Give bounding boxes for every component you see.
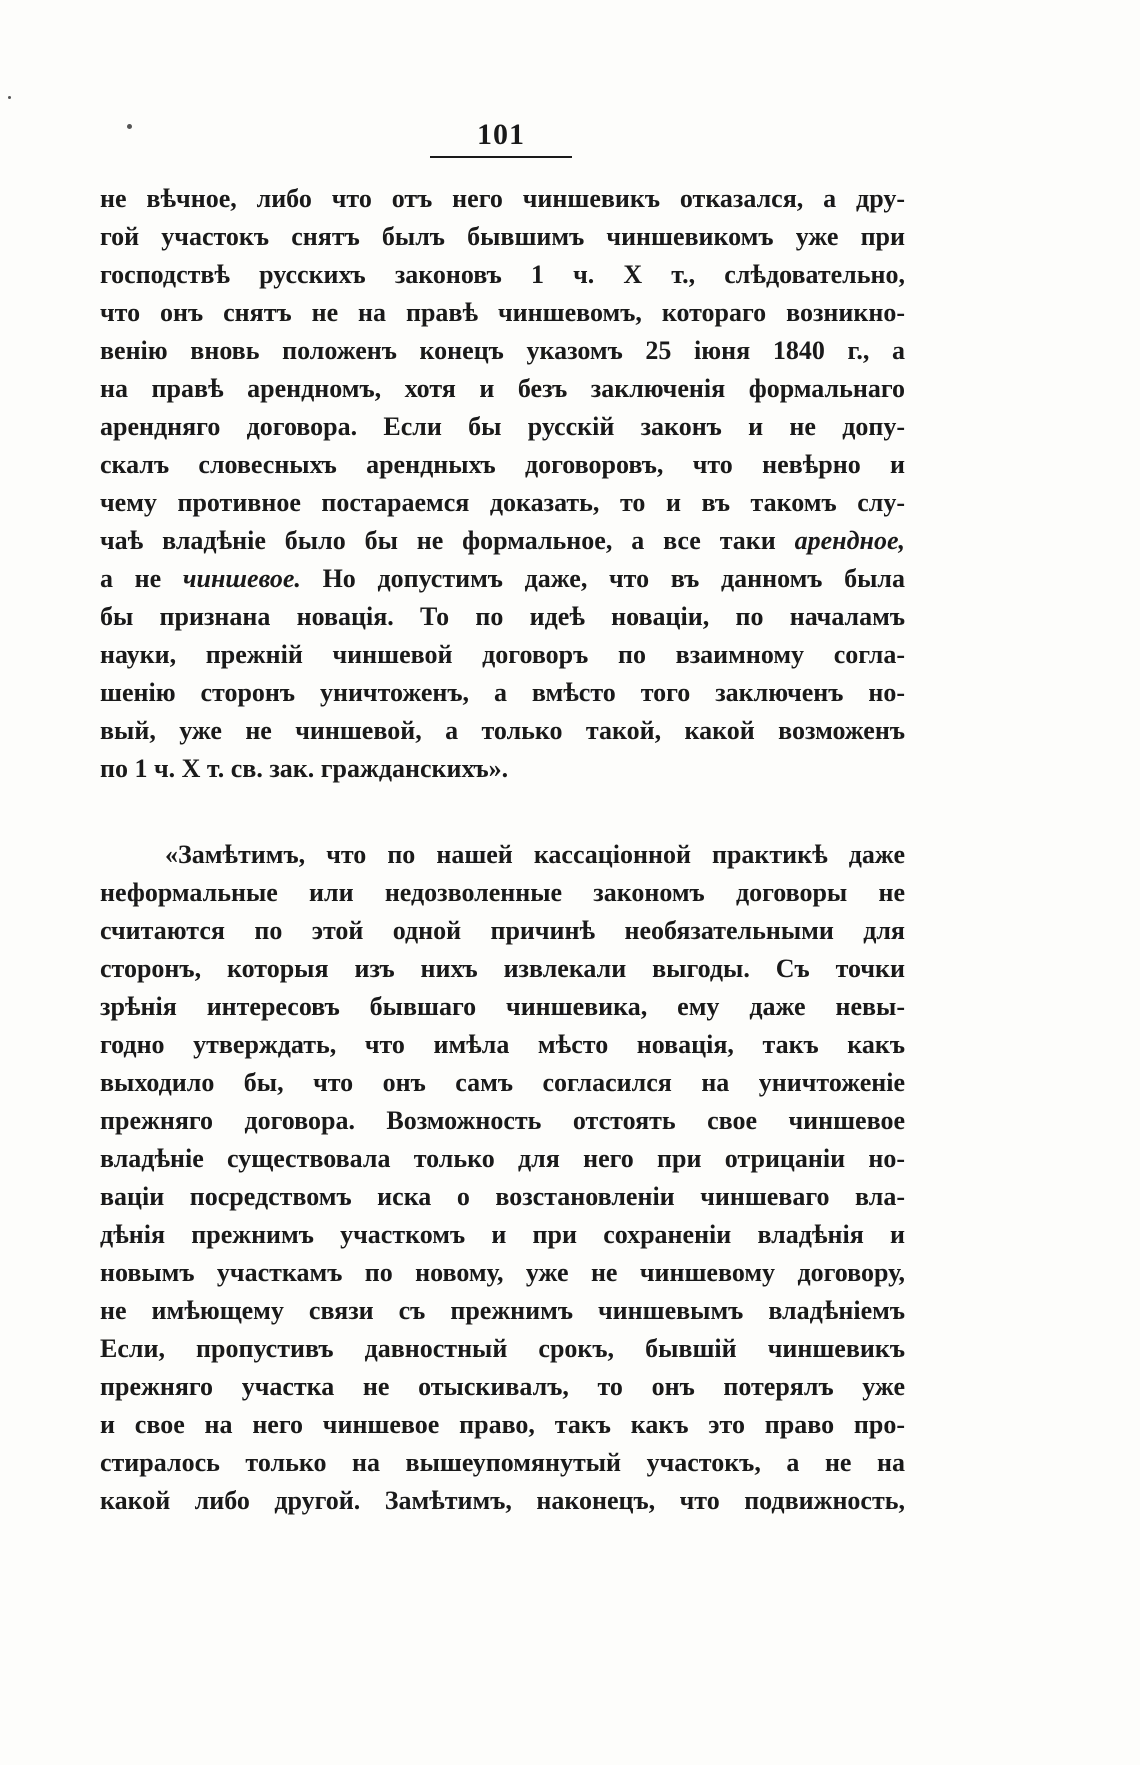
text-line: ваціи посредствомъ иска о возстановленіи чиншеваго вла- — [100, 1182, 905, 1211]
italic-term: чиншевое. — [182, 564, 301, 593]
text-run: Но допустимъ даже, что въ данномъ была — [300, 564, 905, 593]
text-line: выходило бы, что онъ самъ согласился на уничтоженіе — [100, 1068, 905, 1097]
text-line: гой участокъ снятъ былъ бывшимъ чиншевикомъ уже при — [100, 222, 905, 251]
text-line: Если, пропустивъ давностный срокъ, бывшій чиншевикъ — [100, 1334, 905, 1363]
text-line: новымъ участкамъ по новому, уже не чиншевому договору, — [100, 1258, 905, 1287]
text-line: какой либо другой. Замѣтимъ, наконецъ, что подвижность, — [100, 1486, 905, 1515]
italic-term: арендное, — [794, 526, 905, 555]
text-line: сторонъ, которыя изъ нихъ извлекали выгоды. Съ точки — [100, 954, 905, 983]
text-line: неформальные или недозволенные закономъ договоры не — [100, 878, 905, 907]
scan-speck — [127, 124, 132, 129]
text-line: дѣнія прежнимъ участкомъ и при сохраненіи владѣнія и — [100, 1220, 905, 1249]
text-line: прежняго участка не отыскивалъ, то онъ потерялъ уже — [100, 1372, 905, 1401]
text-line — [100, 522, 905, 560]
text-line: науки, прежній чиншевой договоръ по взаимному согла- — [100, 640, 905, 669]
text-line: бы признана новація. То по идеѣ новаціи, по началамъ — [100, 602, 905, 631]
text-line: владѣніе существовала только для него при отрицаніи но- — [100, 1144, 905, 1173]
text-line: господствѣ русскихъ законовъ 1 ч. X т., слѣдовательно, — [100, 260, 905, 289]
text-line: зрѣнія интересовъ бывшаго чиншевика, ему даже невы- — [100, 992, 905, 1021]
text-line: венію вновь положенъ конецъ указомъ 25 іюня 1840 г., а — [100, 336, 905, 365]
text-line: стиралось только на вышеупомянутый участокъ, а не на — [100, 1448, 905, 1477]
text-run: а не — [100, 564, 183, 593]
text-line: годно утверждать, что имѣла мѣсто новація, такъ какъ — [100, 1030, 905, 1059]
text-run: чаѣ владѣніе было бы не формальное, а все таки — [100, 526, 795, 555]
text-line: вый, уже не чиншевой, а только такой, какой возможенъ — [100, 716, 905, 745]
text-line: арендняго договора. Если бы русскій законъ и не допу- — [100, 412, 905, 441]
scan-speck — [8, 96, 11, 99]
text-line: скалъ словесныхъ арендныхъ договоровъ, что невѣрно и — [100, 450, 905, 479]
text-line: и свое на него чиншевое право, такъ какъ это право про- — [100, 1410, 905, 1439]
text-line: «Замѣтимъ, что по нашей кассаціонной практикѣ даже — [165, 840, 905, 869]
text-line: чему противное постараемся доказать, то и въ такомъ слу- — [100, 488, 905, 517]
text-line: не вѣчное, либо что отъ него чиншевикъ отказался, а дру- — [100, 184, 905, 213]
text-line: шенію сторонъ уничтоженъ, а вмѣсто того заключенъ но- — [100, 678, 905, 707]
text-line: считаются по этой одной причинѣ необязательными для — [100, 916, 905, 945]
text-line: по 1 ч. X т. св. зак. гражданскихъ». — [100, 754, 509, 783]
text-line: что онъ снятъ не на правѣ чиншевомъ, котораго возникно- — [100, 298, 905, 327]
page-number-rule — [430, 156, 572, 158]
page-number: 101 — [477, 118, 525, 151]
text-line: не имѣющему связи съ прежнимъ чиншевымъ владѣніемъ — [100, 1296, 905, 1325]
text-line: прежняго договора. Возможность отстоять свое чиншевое — [100, 1106, 905, 1135]
text-line — [100, 560, 905, 598]
text-line: на правѣ арендномъ, хотя и безъ заключенія формальнаго — [100, 374, 905, 403]
